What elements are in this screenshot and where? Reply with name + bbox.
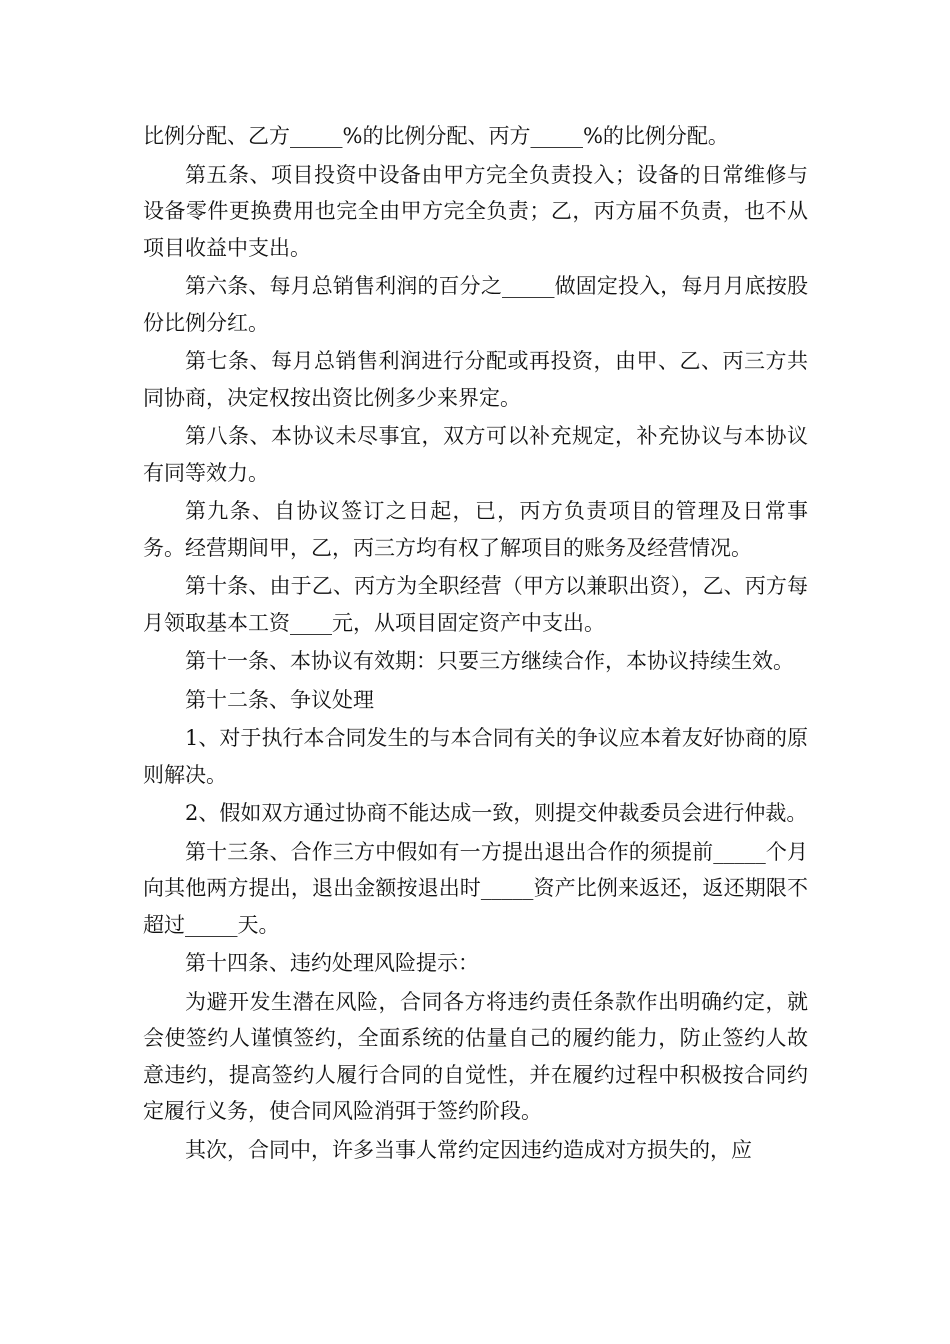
paragraph-article-5: 第五条、项目投资中设备由甲方完全负责投入；设备的日常维修与设备零件更换费用也完全由甲方完全负责；乙，丙方届不负责，也不从项目收益中支出。 bbox=[143, 162, 808, 260]
paragraph-secondly: 其次，合同中，许多当事人常约定因违约造成对方损失的，应 bbox=[185, 1137, 752, 1162]
paragraph-risk-notice: 为避开发生潜在风险，合同各方将违约责任条款作出明确约定，就会使签约人谨慎签约，全面系统的估量自己的履约能力，防止签约人故意违约，提高签约人履行合同的自觉性，并在履约过程中积极按合同约定履行义务，使合同风险消弭于签约阶段。 bbox=[143, 989, 808, 1123]
paragraph-article-11: 第十一条、本协议有效期：只要三方继续合作，本协议持续生效。 bbox=[185, 649, 794, 673]
paragraph-article-7: 第七条、每月总销售利润进行分配或再投资，由甲、乙、丙三方共同协商，决定权按出资比例多少来界定。 bbox=[143, 349, 808, 410]
paragraph-article-12-heading: 第十二条、争议处理 bbox=[185, 687, 374, 712]
paragraph-article-13: 第十三条、合作三方中假如有一方提出退出合作的须提前_____个月向其他两方提出，退出金额按退出时_____资产比例来返还，返还期限不超过_____天。 bbox=[143, 839, 808, 937]
document-body bbox=[143, 118, 808, 1170]
paragraph-article-12-item-2: 2、假如双方通过协商不能达成一致，则提交仲裁委员会进行仲裁。 bbox=[185, 801, 808, 825]
paragraph-article-10: 第十条、由于乙、丙方为全职经营（甲方以兼职出资），乙、丙方每月领取基本工资____元，从项目固定资产中支出。 bbox=[143, 574, 808, 635]
paragraph-article-9: 第九条、自协议签订之日起，已，丙方负责项目的管理及日常事务。经营期间甲，乙，丙三方均有权了解项目的账务及经营情况。 bbox=[143, 499, 808, 560]
paragraph-continued-ratio: 比例分配、乙方_____%的比例分配、丙方_____%的比例分配。 bbox=[143, 124, 729, 148]
paragraph-article-12-item-1: 1、对于执行本合同发生的与本合同有关的争议应本着友好协商的原则解决。 bbox=[143, 726, 808, 787]
paragraph-article-6: 第六条、每月总销售利润的百分之_____做固定投入，每月月底按股份比例分红。 bbox=[143, 274, 808, 335]
paragraph-article-14-heading: 第十四条、违约处理风险提示： bbox=[185, 951, 479, 975]
paragraph-article-8: 第八条、本协议未尽事宜，双方可以补充规定，补充协议与本协议有同等效力。 bbox=[143, 424, 808, 485]
